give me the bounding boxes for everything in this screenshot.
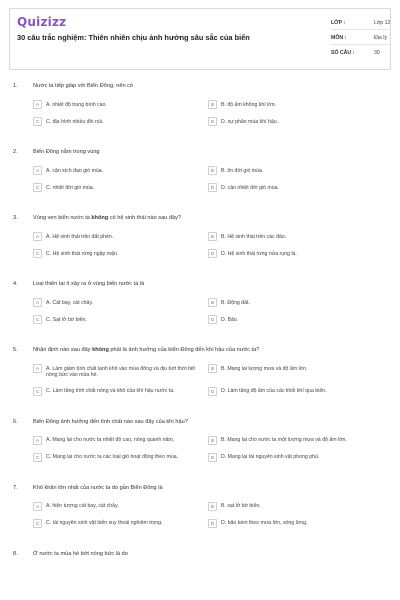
option-text: A. Hệ sinh thái trên đất phèn. (46, 233, 114, 240)
answer-option-a[interactable] (33, 294, 208, 311)
option-letter: A (33, 232, 42, 241)
option-text: B. độ ẩm không khí lớn. (221, 101, 277, 108)
option-letter: D (208, 315, 217, 324)
meta-value: 30 (374, 50, 380, 56)
meta-value: Lớp 12 (374, 20, 391, 26)
option-text: A. Cát bay, cát chảy. (46, 299, 94, 306)
answer-option-d[interactable] (208, 515, 383, 532)
answer-option-c[interactable] (33, 113, 208, 130)
answer-option-c[interactable] (33, 311, 208, 328)
question-text: Biển Đông ảnh hưởng đến tính chất nào sau đây của khí hậu? (33, 418, 188, 425)
option-letter: D (208, 453, 217, 462)
question-number: 7. (13, 484, 18, 491)
question-text: Nước ta tiếp giáp với Biển Đông, nên có (33, 83, 134, 89)
option-letter: C (33, 117, 42, 126)
option-letter: B (208, 298, 217, 307)
answer-option-b[interactable] (208, 96, 383, 113)
question-text: Ở nước ta mùa hè bớt nóng bức là do (33, 550, 128, 557)
option-text: C. nhiệt đới gió mùa. (46, 184, 95, 191)
option-text: A. Làm giảm tính chất lạnh khô vào mùa đông và dịu bớt thời tiết nóng bức vào mùa hè. (46, 365, 195, 379)
answer-option-b[interactable] (208, 162, 383, 179)
option-letter: A (33, 502, 42, 511)
option-text: B. Mang lại cho nước ta một lượng mưa và độ ẩm lớn. (221, 437, 347, 444)
option-text: C. tài nguyên sinh vật biển suy thoái nghiêm trọng. (46, 520, 163, 527)
option-letter: C (33, 519, 42, 528)
question-text: Khó khăn lớn nhất của nước ta do gần Biển Đông là (33, 484, 163, 491)
question-number: 6. (13, 418, 18, 425)
option-letter: A (33, 298, 42, 307)
worksheet-meta (331, 9, 391, 60)
page-title: 30 câu trắc nghiệm: Thiên nhiên chịu ảnh hưởng sâu sắc của biển (17, 33, 250, 42)
question-2 (0, 144, 400, 210)
worksheet-header (9, 8, 391, 70)
answer-option-c[interactable] (33, 383, 208, 400)
option-text: D. cận nhiệt đới gió mùa. (221, 184, 279, 191)
question-list (0, 78, 400, 564)
question-text: Nhận định nào sau đây không phải là ảnh hưởng của biển Đông đến khí hậu của nước ta? (33, 347, 260, 353)
answer-option-c[interactable] (33, 449, 208, 466)
option-text: D. Hệ sinh thái rừng nửa rụng lá. (221, 250, 297, 257)
emphasis-text: không (92, 347, 109, 353)
question-text: Vùng ven biển nước ta không có hệ sinh thái nào sau đây? (33, 215, 181, 221)
option-text: B. sạt lở bờ biển. (221, 503, 261, 510)
answer-option-d[interactable] (208, 449, 383, 466)
option-text: C. Hệ sinh thái rừng ngập mặn. (46, 250, 119, 257)
option-text: D. bão kèm theo mưa lớn, sóng lừng. (221, 520, 308, 527)
option-letter: D (208, 183, 217, 192)
answer-option-d[interactable] (208, 245, 383, 262)
emphasis-text: không (91, 215, 109, 221)
option-letter: A (33, 436, 42, 445)
answer-option-c[interactable] (33, 179, 208, 196)
meta-label: SỐ CÂU : (331, 50, 355, 56)
option-letter: D (208, 519, 217, 528)
option-letter: A (33, 100, 42, 109)
answer-option-b[interactable] (208, 432, 383, 449)
option-letter: C (33, 183, 42, 192)
answer-option-a[interactable] (33, 498, 208, 515)
answer-option-d[interactable] (208, 113, 383, 130)
option-letter: B (208, 364, 217, 373)
option-text: B. Động đất. (221, 299, 250, 306)
answer-option-c[interactable] (33, 245, 208, 262)
option-letter: C (33, 315, 42, 324)
answer-option-a[interactable] (33, 96, 208, 113)
option-text: C. Sạt lở bờ biển. (46, 316, 87, 323)
question-8 (0, 546, 400, 564)
answer-option-d[interactable] (208, 383, 383, 400)
answer-option-c[interactable] (33, 515, 208, 532)
question-6 (0, 414, 400, 480)
option-letter: B (208, 502, 217, 511)
option-text: C. địa hình nhiều đồi núi. (46, 118, 104, 125)
meta-label: MÔN : (331, 35, 347, 41)
option-letter: D (208, 117, 217, 126)
option-letter: B (208, 166, 217, 175)
option-letter: C (33, 453, 42, 462)
answer-option-a[interactable] (33, 162, 208, 179)
option-letter: B (208, 436, 217, 445)
answer-option-b[interactable] (208, 360, 383, 383)
option-text: D. Bão. (221, 316, 239, 323)
quizizz-logo: Quizizz (17, 15, 67, 29)
option-text: C. Làm tăng tính chất nóng và khô của khí hậu nước ta. (46, 388, 175, 395)
answer-option-a[interactable] (33, 432, 208, 449)
option-letter: B (208, 100, 217, 109)
meta-row-count (331, 45, 391, 60)
option-text: C. Mang lại cho nước ta các loại gió hoạt động theo mùa. (46, 454, 179, 461)
meta-value: Địa lý (374, 35, 387, 41)
option-letter: D (208, 249, 217, 258)
question-1 (0, 78, 400, 144)
meta-label: LỚP : (331, 20, 346, 26)
option-letter: D (208, 387, 217, 396)
option-letter: C (33, 249, 42, 258)
question-number: 4. (13, 281, 18, 287)
option-letter: A (33, 166, 42, 175)
question-7 (0, 480, 400, 546)
option-text: A. nhiệt độ trung bình cao. (46, 101, 107, 108)
question-number: 3. (13, 215, 18, 221)
answer-option-d[interactable] (208, 311, 383, 328)
question-number: 8. (13, 550, 18, 557)
option-text: A. hiện tượng cát bay, cát chảy. (46, 503, 119, 510)
option-text: A. Mang lại cho nước ta nhiệt độ cao, nóng quanh năm. (46, 437, 175, 444)
answer-option-a[interactable] (33, 228, 208, 245)
answer-option-b[interactable] (208, 228, 383, 245)
option-text: D. Làm tăng độ ẩm của các khối khí qua biển. (221, 388, 327, 395)
meta-row-subject (331, 30, 391, 45)
answer-option-b[interactable] (208, 294, 383, 311)
meta-row-grade (331, 15, 391, 30)
question-number: 1. (13, 83, 18, 89)
answer-option-a[interactable] (33, 360, 208, 383)
question-5 (0, 342, 400, 414)
option-text: B. ôn đới gió mùa. (221, 167, 264, 174)
option-text: B. Hệ sinh thái trên các đảo. (221, 233, 287, 240)
option-letter: A (33, 364, 42, 373)
option-text: D. Mang lại tài nguyên sinh vật phong phú. (221, 454, 320, 461)
option-letter: C (33, 387, 42, 396)
option-text: D. sự phân mùa khí hậu. (221, 118, 279, 125)
answer-option-b[interactable] (208, 498, 383, 515)
answer-option-d[interactable] (208, 179, 383, 196)
question-text: Loại thiên tai ít xảy ra ở vùng biển nước ta là (33, 281, 145, 287)
option-letter: B (208, 232, 217, 241)
question-3 (0, 210, 400, 276)
option-text: A. cận xích đạo gió mùa. (46, 167, 104, 174)
question-number: 5. (13, 347, 18, 353)
question-text: Biển Đông nằm trong vùng (33, 149, 100, 155)
question-number: 2. (13, 149, 18, 155)
question-4 (0, 276, 400, 342)
option-text: B. Mang lại lượng mưa và độ ẩm lớn. (221, 365, 308, 372)
